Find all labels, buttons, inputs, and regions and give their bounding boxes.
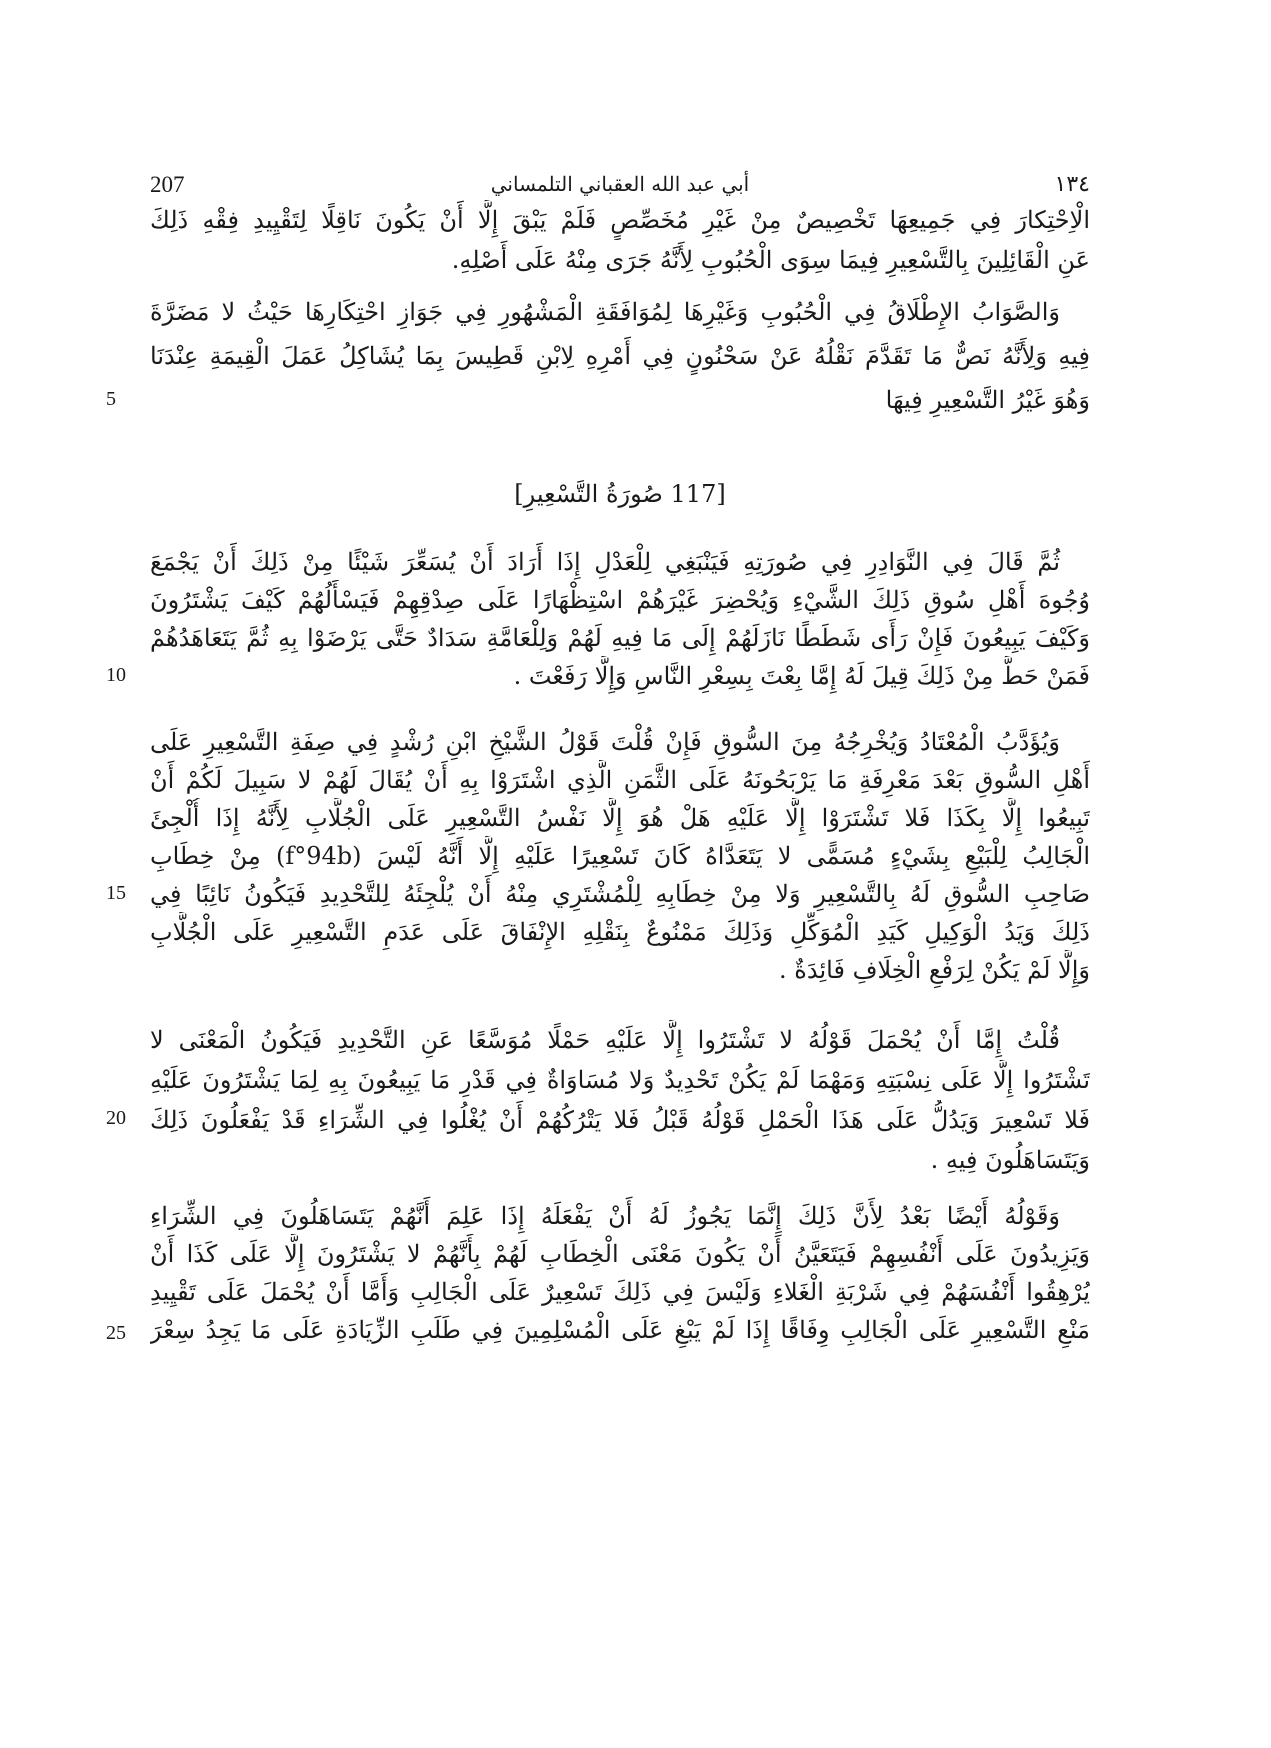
text-line: قُلْتُ إِمَّا أَنْ يُحْمَلَ قَوْلُهُ لا تَشْتَرُوا إِلَّا عَلَيْهِ حَمْلًا مُوَسَّعًا عَنِ التَّحْدِيدِ فَيَكُونُ الْمَعْنَى لا — [150, 1026, 1060, 1054]
text-line: عَنِ الْقَائِلِينَ بِالتَّسْعِيرِ فِيمَا سِوَى الْحُبُوبِ لِأَنَّهُ جَرَى مِنْهُ عَلَى أَصْلِهِ. — [451, 246, 1090, 274]
text-line: يُرْهِقُوا أَنْفُسَهُمْ فِي شَرْبَةِ الْغَلاءِ وَلَيْسَ فِي ذَلِكَ تَسْعِيرٌ عَلَى الْجَالِبِ وَأَمَّا أَنْ يُحْمَلَ عَلَى تَقْيِيدِ — [150, 1278, 1090, 1306]
line-number: 10 — [106, 664, 126, 686]
line-number: 15 — [106, 882, 126, 904]
text-line: الْجَالِبُ لِلْبَيْعِ بِشَيْءٍ مُسَمًّى لا يَتَعَدَّاهُ كَانَ تَسْعِيرًا عَلَيْهِ إِلَّا أَنَّهُ لَيْسَ (f°94b) مِنْ خِطَابِ — [150, 842, 1090, 870]
line-number: 5 — [106, 388, 116, 410]
running-title: أبي عبد الله العقباني التلمساني — [490, 172, 750, 196]
text-line: صَاحِبِ السُّوقِ لَهُ بِالتَّسْعِيرِ وَلا مِنْ خِطَابِهِ لِلْمُشْتَرِي مِنْهُ أَنْ يُلْجِئَهُ لِلتَّحْدِيدِ فَيَكُونُ نَائِبًا فِي — [150, 880, 1090, 908]
text-line: تَشْتَرُوا إِلَّا عَلَى نِسْبَتِهِ وَمَهْمَا لَمْ يَكُنْ تَحْدِيدٌ وَلا مُسَاوَاةٌ فِي قَدْرِ مَا يَبِيعُونَ بِهِ لِمَا يَشْتَرُونَ عَلَيْهِ — [150, 1066, 1090, 1094]
text-line: الْاِحْتِكارَ فِي جَمِيعِهَا تَخْصِيصٌ مِنْ غَيْرِ مُخَصِّصٍ فَلَمْ يَبْقَ إِلَّا أَنْ يَكُونَ نَاقِلًا لِتَقْيِيدِ فِقْهِ ذَلِكَ — [150, 206, 1090, 234]
text-line: وَهُوَ غَيْرُ التَّسْعِيرِ فِيهَا — [885, 386, 1090, 414]
text-line: ثُمَّ قَالَ فِي النَّوَادِرِ فِي صُورَتِهِ فَيَنْبَغِي لِلْعَدْلِ إِذَا أَرَادَ أَنْ يُسَعِّرَ شَيْئًا مِنْ ذَلِكَ أَنْ يَجْمَعَ — [150, 548, 1060, 576]
text-line: فَمَنْ حَطَّ مِنْ ذَلِكَ قِيلَ لَهُ إِمَّا بِعْتَ بِسِعْرِ النَّاسِ وَإِلَّا رَفَعْتَ . — [513, 662, 1090, 690]
text-line: فَلا تَسْعِيرَ وَيَدُلُّ عَلَى هَذَا الْحَمْلِ قَوْلُهُ قَبْلُ فَلا يَتْرُكُهُمْ أَنْ يُغْلُوا فِي الشِّرَاءِ قَدْ يَفْعَلُونَ ذَلِكَ — [150, 1106, 1090, 1134]
text-line: وَيَزِيدُونَ عَلَى أَنْفُسِهِمْ فَيَتَعَيَّنُ أَنْ يَكُونَ مَعْنَى الْخِطَابِ لَهُمْ بِأَنَّهُمْ لا يَشْتَرُونَ إِلَّا عَلَى كَذَا أَنْ — [150, 1240, 1090, 1268]
text-line: تَبِيعُوا إِلَّا بِكَذَا فَلا تَشْتَرَوْا إِلَّا عَلَيْهِ هَلْ هُوَ إِلَّا نَفْسُ التَّسْعِيرِ عَلَى الْجُلَّابِ لِأَنَّهُ إِذَا أُلْجِئَ — [150, 804, 1090, 832]
text-line: مَنْعِ التَّسْعِيرِ عَلَى الْجَالِبِ وِفَاقًا إِذَا لَمْ يَبْغِ عَلَى الْمُسْلِمِينَ فِي طَلَبِ الزِّيَادَةِ عَلَى مَا يَجِدُ سِعْرَ — [150, 1316, 1090, 1344]
text-line: ذَلِكَ وَيَدُ الْوَكِيلِ كَيَدِ الْمُوَكِّلِ وَذَلِكَ مَمْنُوعٌ بِنَقْلِهِ الإِنْفَاقَ عَلَى عَدَمِ التَّسْعِيرِ عَلَى الْجُلَّابِ — [150, 918, 1090, 946]
text-line: وَكَيْفَ يَبِيعُونَ فَإِنْ رَأَى شَطَطًا نَازَلَهُمْ إِلَى مَا فِيهِ لَهُمْ وَلِلْعَامَّةِ سَدَادٌ حَتَّى يَرْضَوْا بِهِ ثُمَّ يَتَعَاهَدُهُمْ — [150, 624, 1090, 652]
line-number: 20 — [106, 1107, 126, 1129]
text-line: وُجُوهَ أَهْلِ سُوقِ ذَلِكَ الشَّيْءِ وَيُحْضِرَ غَيْرَهُمْ اسْتِظْهَارًا عَلَى صِدْقِهِمْ فَيَسْأَلُهُمْ كَيْفَ يَشْتَرُونَ — [150, 586, 1090, 614]
text-line: وَإِلَّا لَمْ يَكُنْ لِرَفْعِ الْخِلَافِ فَائِدَةٌ . — [779, 956, 1090, 984]
line-number: 25 — [106, 1322, 126, 1344]
text-line: وَيُؤَدَّبُ الْمُعْتَادُ وَيُخْرِجُهُ مِنَ السُّوقِ فَإِنْ قُلْتَ قَوْلُ الشَّيْخِ ابْنِ رُشْدٍ فِي صِفَةِ التَّسْعِيرِ عَلَى — [150, 728, 1060, 756]
text-line: وَيَتَسَاهَلُونَ فِيهِ . — [930, 1146, 1090, 1174]
section-heading: [117 صُورَةُ التَّسْعِيرِ] — [514, 480, 726, 508]
page-number: 207 — [150, 172, 185, 197]
text-line: أَهْلِ السُّوقِ بَعْدَ مَعْرِفَةِ مَا يَرْبَحُونَهُ عَلَى الثَّمَنِ الَّذِي اشْتَرَوْا بِهِ أَنْ يُقَالَ لَهُمْ لا سَبِيلَ لَكُمْ أَنْ — [150, 766, 1090, 794]
arabic-page-number: ١٣٤ — [1054, 172, 1090, 197]
text-line: وَقَوْلُهُ أَيْضًا بَعْدُ لِأَنَّ ذَلِكَ إِنَّمَا يَجُوزُ لَهُ أَنْ يَفْعَلَهُ إِذَا عَلِمَ أَنَّهُمْ يَتَسَاهَلُونَ فِي الشِّرَاءِ — [150, 1202, 1061, 1230]
text-line: وَالصَّوَابُ الإِطْلَاقُ فِي الْحُبُوبِ وَغَيْرِهَا لِمُوَافَقَةِ الْمَشْهُورِ فِي جَوَازِ احْتِكَارِهَا حَيْثُ لا مَضَرَّةَ — [150, 298, 1060, 326]
text-line: فِيهِ وَلِأَنَّهُ نَصٌّ مَا تَقَدَّمَ نَقْلُهُ عَنْ سَحْنُونٍ فِي أَمْرِهِ لِابْنِ قَطِيسَ بِمَا يُشَاكِلُ عَمَلَ الْقِيمَةِ عِنْدَنَا — [150, 342, 1090, 370]
